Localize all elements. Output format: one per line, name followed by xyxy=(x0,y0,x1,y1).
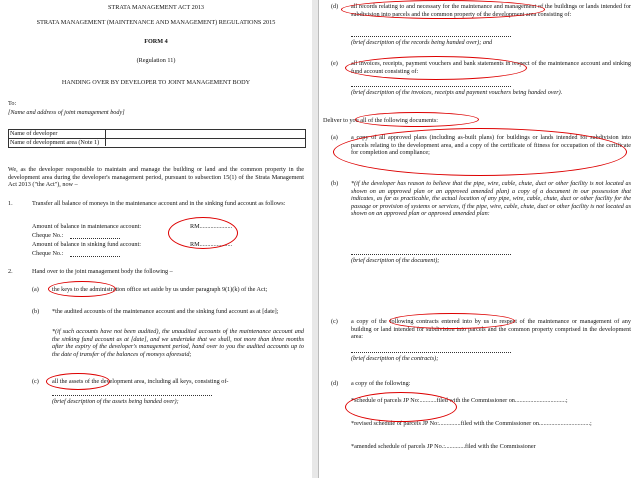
item-d-text: all records relating to and necessary for the maintenance and management of the buildings or lands intended for subdivision into parcels and the common property of the development area consisting of: xyxy=(351,3,631,18)
deliver-b-text: *(if the developer has reason to believe that the pipe, wire, cable, chute, duct or other facility is not located as shown on an approved plan or an approved amended plan) a copy of a document in our possession that indicates, as far as practicable, the actual location of any pipe, wire, cable, chute, duct or other facility for the passage or provision of systems or services, if the pipe, wire, cable, chute, duct or other facility is not located as shown on an approved plan or approved amended plan: xyxy=(351,180,631,218)
to-placeholder: [Name and address of joint management body] xyxy=(8,109,125,116)
sinking-balance-value: RM..................... xyxy=(190,241,233,248)
item-2-text: Hand over to the joint management body the following – xyxy=(32,268,173,275)
act-title: STRATA MANAGEMENT ACT 2013 xyxy=(107,4,205,11)
item-2c-text: all the assets of the development area, including all keys, consisting of- xyxy=(52,378,229,385)
item-2a-label: (a) xyxy=(32,286,39,293)
regulations-title: STRATA MANAGEMENT (MAINTENANCE AND MANAGEMENT) REGULATIONS 2015 xyxy=(36,19,276,26)
development-area-label: Name of development area (Note 1) xyxy=(10,139,100,146)
maintenance-balance-value: RM..................... xyxy=(190,223,233,230)
maintenance-balance-label: Amount of balance in maintenance account: xyxy=(32,223,142,230)
deliver-d-label: (d) xyxy=(331,380,339,387)
document-blank-line xyxy=(351,254,511,255)
item-e-text: all invoices, receipts, payment vouchers and bank statements in respect of the maintenance account and sinking fund account consisting of: xyxy=(351,60,631,75)
deliver-heading: Deliver to you all of the following documents: xyxy=(323,117,438,124)
item-2a-text: the keys to the administration office set aside by us under paragraph 9(1)(k) of the Act; xyxy=(52,286,268,293)
highlight-circle xyxy=(355,112,479,127)
cheque-2-label: Cheque No.: xyxy=(32,250,64,257)
schedule-of-parcels: *schedule of parcels JP No:...........filed with the Commissioner on.................................; xyxy=(351,397,568,404)
item-1-text: Transfer all balance of moneys in the maintenance account and in the sinking fund account as follows: xyxy=(32,200,286,207)
contracts-blank-line xyxy=(351,352,511,353)
highlight-circle xyxy=(389,313,515,329)
item-e-description: (brief description of the invoices, receipts and payment vouchers being handed over). xyxy=(351,89,563,96)
sinking-balance-label: Amount of balance in sinking fund account: xyxy=(32,241,141,248)
item-2b-text: *the audited accounts of the maintenance account and the sinking fund account as at [date]; xyxy=(52,308,279,315)
cheque-1-label: Cheque No.: xyxy=(32,232,64,239)
deliver-a-label: (a) xyxy=(331,134,338,141)
regulation-ref: (Regulation 11) xyxy=(136,57,176,64)
table-column-divider xyxy=(105,129,106,146)
form-heading: HANDING OVER BY DEVELOPER TO JOINT MANAGEMENT BODY xyxy=(61,79,251,86)
highlight-circle xyxy=(48,281,116,297)
cheque-1-blank xyxy=(70,238,120,239)
form-page-left xyxy=(0,0,312,478)
form-page-right xyxy=(318,0,638,478)
item-d-description: (brief description of the records being handed over); and xyxy=(351,39,493,46)
deliver-d-text: a copy of the following: xyxy=(351,380,411,387)
item-2c-label: (c) xyxy=(32,378,39,385)
deliver-b-description: (brief description of the document); xyxy=(351,257,440,264)
invoices-blank-line xyxy=(351,86,511,87)
deliver-a-text: a copy of all approved plans (including as-built plans) for buildings or lands intended for subdivision into parcels relating to the development area, and a copy of the certificate of fitness for occupation of the certificate for completion and compliance; xyxy=(351,134,631,157)
revised-schedule-of-parcels: *revised schedule of parcels JP No:..............filed with the Commissioner on.................................; xyxy=(351,420,592,427)
assets-blank-line xyxy=(52,395,212,396)
item-1-number: 1. xyxy=(8,200,13,207)
deliver-c-description: (brief description of the contracts); xyxy=(351,355,439,362)
item-e-label: (e) xyxy=(331,60,338,67)
deliver-c-label: (c) xyxy=(331,318,338,325)
item-d-label: (d) xyxy=(331,3,339,10)
deliver-b-label: (b) xyxy=(331,180,339,187)
records-blank-line xyxy=(351,36,511,37)
to-label: To: xyxy=(8,100,17,107)
item-2b-label: (b) xyxy=(32,308,40,315)
highlight-circle xyxy=(345,392,457,422)
highlight-circle xyxy=(341,0,545,19)
amended-schedule-of-parcels: *amended schedule of parcels JP No.:.............filed with the Commissioner xyxy=(351,443,536,450)
developer-name-label: Name of developer xyxy=(10,130,58,137)
item-2-number: 2. xyxy=(8,268,13,275)
highlight-circle xyxy=(46,373,110,390)
highlight-circle xyxy=(168,217,238,249)
deliver-c-text: a copy of the following contracts entered into by us in respect of the maintenance or management of any building or land intended for subdivision into parcels and the common property comprised in the development area: xyxy=(351,318,631,341)
highlight-circle xyxy=(345,56,527,80)
cheque-2-blank xyxy=(70,256,120,257)
form-number: FORM 4 xyxy=(144,38,168,45)
intro-paragraph: We, as the developer responsible to maintain and manage the building or land and the common property in the development area during the developer's management period, pursuant to subsection 15(1) of the Strata Management Act 2013 ("the Act"), now – xyxy=(8,166,304,189)
item-2c-description: (brief description of the assets being handed over); xyxy=(52,398,179,405)
highlight-circle xyxy=(333,128,627,176)
item-2b-note: *(if such accounts have not been audited), the unaudited accounts of the maintenance account and the sinking fund account as at [date], and we undertake that we shall, not more than three months after the expiry of the developer's management period, hand over to you the audited accounts up to the date of transfer of the balances of moneys aforesaid; xyxy=(52,328,304,358)
